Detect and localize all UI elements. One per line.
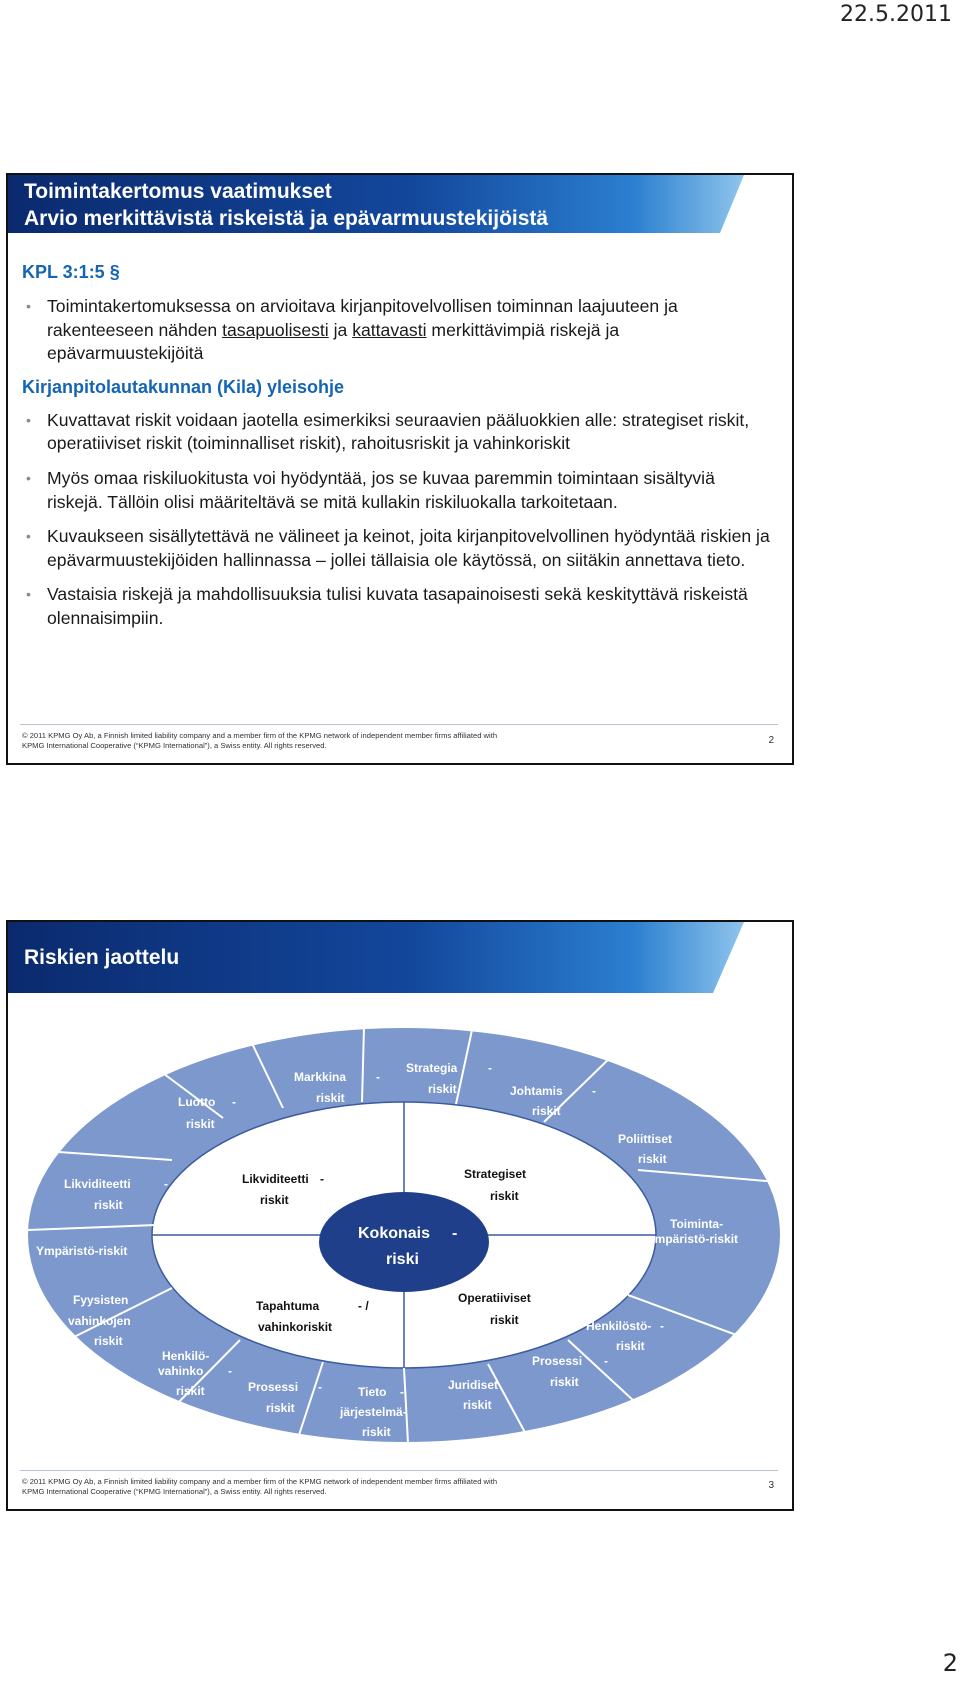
svg-text:riskit: riskit (532, 1104, 561, 1118)
document-date: 22.5.2011 (840, 2, 952, 27)
outer-label-tieto: Tieto (358, 1385, 387, 1399)
svg-text:riskit: riskit (490, 1313, 519, 1327)
svg-text:riskit: riskit (463, 1398, 492, 1412)
slide-title-line2: Arvio merkittävistä riskeistä ja epävarmuustekijöistä (24, 207, 549, 230)
risk-ring-diagram (8, 1020, 792, 1450)
svg-text:-: - (376, 1070, 380, 1084)
svg-text:riskit: riskit (316, 1091, 345, 1105)
bullet-item: • Vastaisia riskejä ja mahdollisuuksia tulisi kuvata tasapainoisesti sekä keskityttävä riskeistä olennaisimpiin. (22, 583, 772, 630)
outer-label-henkilovahinko: Henkilö- (162, 1349, 210, 1363)
svg-text:vahinkoriskit: vahinkoriskit (258, 1320, 333, 1334)
outer-label-ymparisto: Ympäristö-riskit (36, 1244, 128, 1258)
svg-text:-: - (318, 1380, 322, 1394)
svg-text:järjestelmä-: järjestelmä- (340, 1405, 407, 1419)
svg-text:riskit: riskit (94, 1198, 123, 1212)
bullet-item: • Toimintakertomuksessa on arvioitava kirjanpitovelvollisen toiminnan laajuuteen ja rakenteeseen nähden tasapuolisesti ja kattavasti merkittävimpiä riskejä ja epävarmuustekijöitä (22, 295, 772, 366)
outer-label-markkina: Markkina (294, 1070, 347, 1084)
svg-text:vahinko: vahinko (158, 1364, 204, 1378)
bullet-item: • Kuvaukseen sisällytettävä ne välineet ja keinot, joita kirjanpitovelvollinen hyödyntää riskien ja epävarmuustekijöiden hallinnassa – jollei tällaisia ole käytössä, on siitäkin annettava tieto. (22, 525, 772, 572)
underlined-term: tasapuolisesti (222, 319, 329, 340)
center-label: Kokonais (358, 1225, 431, 1242)
svg-text:riskit: riskit (428, 1082, 457, 1096)
bullet-item: • Myös omaa riskiluokitusta voi hyödyntää, jos se kuvaa paremmin toimintaan sisältyviä riskejä. Tällöin olisi määriteltävä se mitä kullakin riskiluokalla tarkoitetaan. (22, 467, 772, 514)
outer-label-henkilosto: Henkilöstö- (586, 1319, 652, 1333)
svg-text:vahinkojen: vahinkojen (68, 1314, 131, 1328)
slide-toimintakertomus (6, 173, 794, 765)
outer-label-strategia: Strategia (406, 1061, 458, 1075)
svg-text:- /: - / (358, 1299, 369, 1313)
section-heading-kila: Kirjanpitolautakunnan (Kila) yleisohje (22, 376, 345, 397)
svg-text:riskit: riskit (186, 1117, 215, 1131)
inner-label-strategiset: Strategiset (464, 1167, 527, 1181)
section-heading-kpl: KPL 3:1:5 § (22, 262, 120, 282)
footer-copyright: © 2011 KPMG Oy Ab, a Finnish limited liability company and a member firm of the KPMG network of independent member firms affiliated with KPMG International Cooperative (“KPMG International”), a Swiss entity. All rights reserved. (22, 731, 498, 750)
outer-label-prosessi-left: Prosessi (248, 1380, 299, 1394)
slide-riskien-jaottelu (6, 920, 794, 1511)
bullet-item: • Kuvattavat riskit voidaan jaotella esimerkiksi seuraavien pääluokkien alle: strategiset riskit, operatiiviset riskit (toiminnalliset riskit), rahoitusriskit ja vahinkoriskit (22, 409, 772, 456)
outer-label-poliittiset: Poliittiset (618, 1132, 673, 1146)
inner-label-tapahtuma: Tapahtuma (256, 1299, 320, 1313)
inner-label-likviditeetti: Likviditeetti (242, 1172, 309, 1186)
outer-label-prosessi-right: Prosessi (532, 1354, 583, 1368)
svg-text:-: - (400, 1385, 404, 1399)
svg-text:-: - (228, 1364, 232, 1378)
svg-text:riskit: riskit (616, 1339, 645, 1353)
outer-label-johtamis: Johtamis (510, 1084, 563, 1098)
center-ellipse (319, 1192, 489, 1292)
footer-divider (20, 1470, 778, 1471)
svg-text:-: - (320, 1172, 324, 1186)
svg-text:riskit: riskit (362, 1425, 391, 1439)
svg-text:-: - (164, 1177, 168, 1191)
svg-text:riski: riski (386, 1251, 419, 1268)
svg-text:-: - (660, 1319, 664, 1333)
slide-number: 2 (768, 735, 774, 746)
footer-copyright: © 2011 KPMG Oy Ab, a Finnish limited liability company and a member firm of the KPMG network of independent member firms affiliated with KPMG International Cooperative (“KPMG International”), a Swiss entity. All rights reserved. (22, 1477, 498, 1496)
footer-divider (20, 724, 778, 725)
outer-label-juridiset: Juridiset (448, 1378, 499, 1392)
underlined-term: kattavasti (352, 319, 427, 340)
outer-label-fyysisten: Fyysisten (73, 1293, 129, 1307)
svg-text:-: - (604, 1354, 608, 1368)
outer-label-likviditeetti: Likviditeetti (64, 1177, 131, 1191)
svg-text:riskit: riskit (638, 1152, 667, 1166)
svg-text:-: - (232, 1095, 236, 1109)
svg-text:riskit: riskit (550, 1375, 579, 1389)
inner-label-operatiiviset: Operatiiviset (458, 1291, 531, 1305)
page-number: 2 (942, 1649, 958, 1677)
slide-number: 3 (768, 1480, 774, 1491)
svg-text:-: - (592, 1084, 596, 1098)
outer-label-luotto: Luotto (178, 1095, 216, 1109)
svg-text:riskit: riskit (94, 1334, 123, 1348)
svg-text:riskit: riskit (490, 1189, 519, 1203)
svg-text:riskit: riskit (260, 1193, 289, 1207)
svg-text:riskit: riskit (266, 1401, 295, 1415)
slide-title-line1: Toimintakertomus vaatimukset (24, 180, 332, 203)
slide-title: Riskien jaottelu (24, 946, 180, 969)
svg-text:-: - (488, 1061, 492, 1075)
svg-text:-: - (452, 1225, 458, 1242)
svg-text:riskit: riskit (176, 1384, 205, 1398)
outer-label-toiminta: Toiminta- (670, 1217, 724, 1231)
svg-text:ympäristö-riskit: ympäristö-riskit (648, 1232, 739, 1246)
